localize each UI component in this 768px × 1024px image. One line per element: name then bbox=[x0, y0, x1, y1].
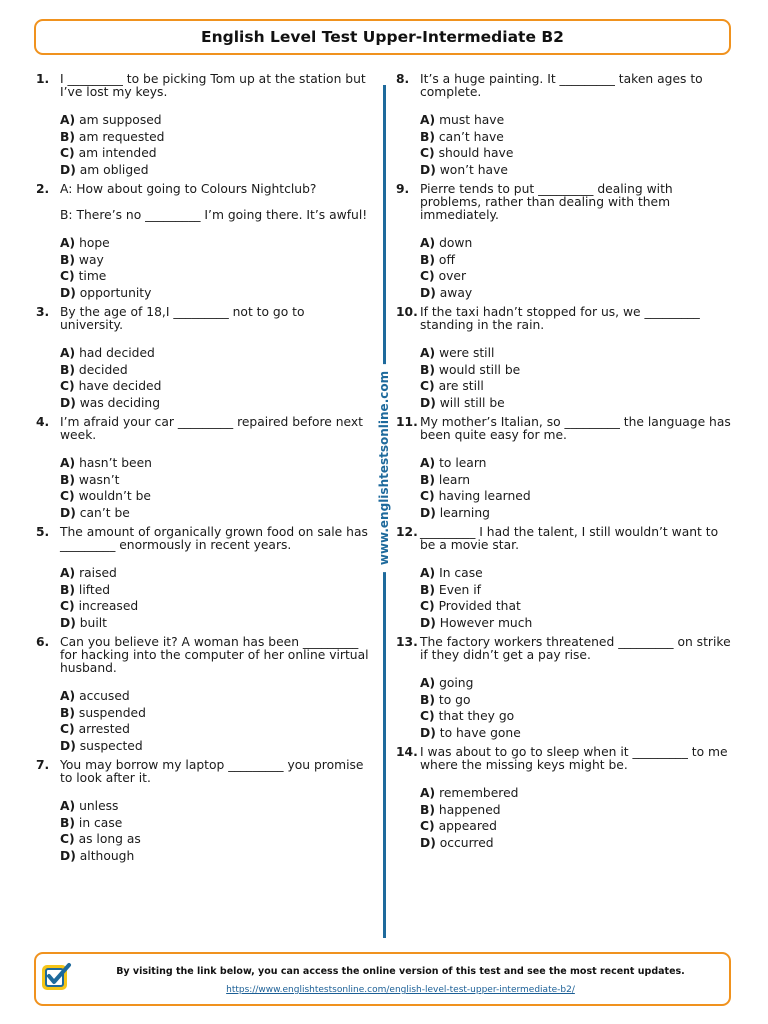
question-number: 6. bbox=[36, 635, 50, 649]
option-text: hope bbox=[79, 236, 110, 250]
option-text: wasn’t bbox=[78, 472, 120, 487]
answer-option bbox=[60, 688, 371, 705]
answer-option bbox=[420, 582, 736, 599]
answer-option bbox=[60, 582, 371, 599]
option-letter: A) bbox=[420, 113, 436, 127]
answer-options bbox=[420, 345, 736, 411]
question-item bbox=[396, 526, 736, 631]
option-text: am supposed bbox=[79, 113, 162, 127]
option-letter: A) bbox=[60, 236, 76, 250]
question-body bbox=[420, 746, 736, 851]
option-letter: D) bbox=[420, 505, 436, 520]
answer-option bbox=[420, 378, 736, 395]
option-letter: A) bbox=[60, 113, 76, 127]
option-text: in case bbox=[78, 815, 123, 830]
question-body bbox=[420, 636, 736, 741]
option-text: Provided that bbox=[438, 599, 521, 613]
option-text: can’t be bbox=[79, 505, 130, 520]
option-text: opportunity bbox=[79, 285, 152, 300]
option-text: wouldn’t be bbox=[78, 489, 151, 503]
question-body bbox=[60, 526, 371, 631]
question-item bbox=[36, 73, 371, 178]
question-number: 9. bbox=[396, 182, 410, 196]
option-letter: C) bbox=[420, 146, 435, 160]
answer-options bbox=[60, 565, 371, 631]
answer-option bbox=[60, 378, 371, 395]
question-body bbox=[60, 416, 371, 521]
option-text: as long as bbox=[78, 832, 141, 846]
question-body bbox=[420, 183, 736, 301]
question-item bbox=[396, 73, 736, 178]
option-letter: A) bbox=[60, 689, 76, 703]
option-text: are still bbox=[438, 379, 484, 393]
question-item bbox=[396, 306, 736, 411]
option-letter: D) bbox=[60, 615, 76, 630]
question-text: The amount of organically grown food on sale has _________ enormously in recent years. bbox=[60, 525, 368, 552]
option-letter: D) bbox=[420, 162, 436, 177]
option-text: was deciding bbox=[79, 395, 161, 410]
answer-option bbox=[60, 598, 371, 615]
question-text: I was about to go to sleep when it _________ to me where the missing keys might be. bbox=[420, 745, 728, 772]
option-text: happened bbox=[438, 802, 501, 817]
question-text: Pierre tends to put _________ dealing with problems, rather than dealing with them immediately. bbox=[420, 182, 673, 222]
option-text: accused bbox=[79, 689, 130, 703]
answer-options bbox=[420, 455, 736, 521]
question-item bbox=[396, 636, 736, 741]
answer-option bbox=[420, 268, 736, 285]
question-number: 1. bbox=[36, 72, 50, 86]
option-text: am obliged bbox=[79, 162, 149, 177]
option-letter: B) bbox=[60, 705, 75, 720]
footer-box bbox=[34, 952, 731, 1006]
answer-option bbox=[420, 395, 736, 412]
answer-option bbox=[420, 505, 736, 522]
option-text: unless bbox=[79, 799, 119, 813]
answer-options bbox=[420, 785, 736, 851]
answer-option bbox=[420, 345, 736, 362]
answer-option bbox=[60, 285, 371, 302]
answer-option bbox=[420, 615, 736, 632]
option-text: built bbox=[79, 615, 108, 630]
right-question-column bbox=[396, 73, 736, 856]
question-item bbox=[396, 416, 736, 521]
question-body bbox=[420, 306, 736, 411]
question-text: My mother’s Italian, so _________ the language has been quite easy for me. bbox=[420, 415, 731, 442]
question-item bbox=[396, 183, 736, 301]
option-text: over bbox=[438, 269, 466, 283]
question-item bbox=[36, 526, 371, 631]
answer-options bbox=[420, 675, 736, 741]
option-text: appeared bbox=[438, 819, 497, 833]
option-letter: C) bbox=[60, 599, 75, 613]
question-number: 5. bbox=[36, 525, 50, 539]
option-letter: C) bbox=[60, 722, 75, 736]
option-text: In case bbox=[439, 566, 483, 580]
option-text: arrested bbox=[78, 722, 130, 736]
question-number: 3. bbox=[36, 305, 50, 319]
vertical-site-url: www.englishtestsonline.com bbox=[375, 364, 393, 572]
option-letter: C) bbox=[420, 489, 435, 503]
question-text: You may borrow my laptop _________ you promise to look after it. bbox=[60, 758, 364, 785]
answer-option bbox=[420, 112, 736, 129]
question-item bbox=[396, 746, 736, 851]
answer-option bbox=[60, 705, 371, 722]
option-letter: B) bbox=[420, 472, 435, 487]
option-letter: D) bbox=[420, 835, 436, 850]
question-body bbox=[60, 636, 371, 754]
question-number: 4. bbox=[36, 415, 50, 429]
option-letter: B) bbox=[420, 362, 435, 377]
question-body bbox=[60, 183, 371, 301]
option-text: can’t have bbox=[438, 129, 504, 144]
option-letter: A) bbox=[60, 799, 76, 813]
option-text: should have bbox=[438, 146, 514, 160]
option-letter: D) bbox=[420, 615, 436, 630]
question-item bbox=[36, 306, 371, 411]
answer-option bbox=[420, 145, 736, 162]
answer-option bbox=[60, 268, 371, 285]
option-text: to go bbox=[438, 692, 471, 707]
question-body bbox=[420, 416, 736, 521]
question-item bbox=[36, 636, 371, 754]
answer-option bbox=[60, 505, 371, 522]
option-letter: D) bbox=[60, 738, 76, 753]
left-question-column bbox=[36, 73, 371, 869]
answer-option bbox=[420, 455, 736, 472]
answer-option bbox=[420, 488, 736, 505]
footer-note: By visiting the link below, you can access the online version of this test and see the most recent updates. bbox=[116, 966, 685, 977]
question-number: 2. bbox=[36, 182, 50, 196]
option-text: going bbox=[439, 676, 474, 690]
answer-option bbox=[420, 692, 736, 709]
option-letter: A) bbox=[60, 566, 76, 580]
answer-option bbox=[60, 235, 371, 252]
option-text: have decided bbox=[78, 379, 162, 393]
option-letter: A) bbox=[420, 346, 436, 360]
option-text: were still bbox=[439, 346, 495, 360]
option-text: raised bbox=[79, 566, 117, 580]
option-text: had decided bbox=[79, 346, 155, 360]
answer-option bbox=[60, 815, 371, 832]
option-letter: D) bbox=[420, 725, 436, 740]
option-text: Even if bbox=[438, 582, 481, 597]
option-text: down bbox=[439, 236, 473, 250]
option-text: won’t have bbox=[439, 162, 508, 177]
option-letter: C) bbox=[60, 146, 75, 160]
question-number: 7. bbox=[36, 758, 50, 772]
answer-option bbox=[60, 252, 371, 269]
question-body bbox=[60, 759, 371, 864]
answer-option bbox=[420, 362, 736, 379]
answer-option bbox=[60, 345, 371, 362]
option-text: will still be bbox=[439, 395, 505, 410]
option-text: must have bbox=[439, 113, 505, 127]
question-number: 10. bbox=[396, 305, 418, 319]
answer-option bbox=[60, 162, 371, 179]
answer-option bbox=[60, 721, 371, 738]
question-text: It’s a huge painting. It _________ taken ages to complete. bbox=[420, 72, 703, 99]
option-text: learning bbox=[439, 505, 490, 520]
answer-options bbox=[60, 345, 371, 411]
option-letter: D) bbox=[60, 395, 76, 410]
option-letter: A) bbox=[420, 236, 436, 250]
question-text: By the age of 18,I _________ not to go to university. bbox=[60, 305, 305, 332]
option-letter: A) bbox=[420, 456, 436, 470]
page-title: English Level Test Upper-Intermediate B2 bbox=[201, 28, 564, 46]
question-body bbox=[420, 526, 736, 631]
option-letter: A) bbox=[420, 786, 436, 800]
answer-options bbox=[60, 235, 371, 301]
question-text: _________ I had the talent, I still wouldn’t want to be a movie star. bbox=[420, 525, 719, 552]
option-letter: C) bbox=[420, 269, 435, 283]
answer-option bbox=[420, 235, 736, 252]
answer-options bbox=[60, 798, 371, 864]
option-text: to have gone bbox=[439, 725, 521, 740]
question-text: I _________ to be picking Tom up at the station but I’ve lost my keys. bbox=[60, 72, 366, 99]
option-text: suspected bbox=[79, 738, 143, 753]
answer-option bbox=[420, 129, 736, 146]
option-text: away bbox=[439, 285, 473, 300]
option-text: lifted bbox=[78, 582, 111, 597]
option-letter: D) bbox=[60, 285, 76, 300]
answer-options bbox=[60, 112, 371, 178]
option-letter: B) bbox=[60, 362, 75, 377]
option-text: However much bbox=[439, 615, 533, 630]
option-letter: D) bbox=[420, 285, 436, 300]
answer-option bbox=[420, 565, 736, 582]
checkbox-logo-icon bbox=[40, 961, 72, 993]
option-letter: D) bbox=[60, 162, 76, 177]
option-letter: C) bbox=[60, 269, 75, 283]
option-letter: C) bbox=[60, 379, 75, 393]
title-box bbox=[34, 19, 731, 55]
answer-option bbox=[60, 831, 371, 848]
answer-options bbox=[60, 688, 371, 754]
answer-option bbox=[420, 708, 736, 725]
question-number: 11. bbox=[396, 415, 418, 429]
option-text: hasn’t been bbox=[79, 456, 152, 470]
question-text: B: There’s no _________ I’m going there. It’s awful! bbox=[60, 208, 368, 222]
question-text: The factory workers threatened _________ on strike if they didn’t get a pay rise. bbox=[420, 635, 731, 662]
question-text: A: How about going to Colours Nightclub? bbox=[60, 182, 317, 196]
option-text: time bbox=[78, 269, 107, 283]
answer-option bbox=[420, 162, 736, 179]
option-text: having learned bbox=[438, 489, 531, 503]
answer-option bbox=[60, 738, 371, 755]
footer-text-block bbox=[76, 966, 725, 996]
question-item bbox=[36, 416, 371, 521]
option-letter: D) bbox=[60, 848, 76, 863]
option-letter: B) bbox=[60, 129, 75, 144]
footer-link[interactable]: https://www.englishtestsonline.com/english-level-test-upper-intermediate-b2/ bbox=[226, 985, 575, 995]
question-number: 12. bbox=[396, 525, 418, 539]
question-body bbox=[420, 73, 736, 178]
option-letter: B) bbox=[60, 582, 75, 597]
option-text: am intended bbox=[78, 146, 157, 160]
answer-option bbox=[420, 675, 736, 692]
option-text: occurred bbox=[439, 835, 494, 850]
option-letter: B) bbox=[420, 582, 435, 597]
option-text: would still be bbox=[438, 362, 521, 377]
answer-option bbox=[420, 802, 736, 819]
question-number: 13. bbox=[396, 635, 418, 649]
answer-option bbox=[60, 565, 371, 582]
question-item bbox=[36, 183, 371, 301]
option-letter: A) bbox=[420, 566, 436, 580]
question-body bbox=[60, 306, 371, 411]
answer-option bbox=[420, 785, 736, 802]
question-item bbox=[36, 759, 371, 864]
answer-options bbox=[420, 565, 736, 631]
answer-option bbox=[60, 362, 371, 379]
answer-option bbox=[420, 285, 736, 302]
question-number: 8. bbox=[396, 72, 410, 86]
option-text: learn bbox=[438, 472, 471, 487]
option-text: increased bbox=[78, 599, 139, 613]
answer-option bbox=[60, 615, 371, 632]
question-text: I’m afraid your car _________ repaired before next week. bbox=[60, 415, 363, 442]
answer-option bbox=[420, 598, 736, 615]
answer-option bbox=[420, 725, 736, 742]
option-letter: C) bbox=[420, 819, 435, 833]
question-number: 14. bbox=[396, 745, 418, 759]
answer-option bbox=[60, 129, 371, 146]
answer-option bbox=[60, 848, 371, 865]
option-letter: C) bbox=[60, 832, 75, 846]
option-letter: B) bbox=[60, 252, 75, 267]
answer-option bbox=[420, 818, 736, 835]
option-letter: C) bbox=[420, 709, 435, 723]
option-text: suspended bbox=[78, 705, 146, 720]
answer-option bbox=[420, 252, 736, 269]
option-letter: A) bbox=[60, 456, 76, 470]
answer-options bbox=[420, 112, 736, 178]
option-letter: C) bbox=[420, 379, 435, 393]
option-letter: D) bbox=[420, 395, 436, 410]
question-text: Can you believe it? A woman has been _________ for hacking into the computer of her online virtual husband. bbox=[60, 635, 369, 675]
answer-option bbox=[420, 472, 736, 489]
answer-option bbox=[60, 455, 371, 472]
answer-option bbox=[60, 395, 371, 412]
option-letter: B) bbox=[420, 692, 435, 707]
option-text: although bbox=[79, 848, 135, 863]
option-text: am requested bbox=[78, 129, 165, 144]
option-letter: C) bbox=[60, 489, 75, 503]
option-text: that they go bbox=[438, 709, 515, 723]
answer-option bbox=[420, 835, 736, 852]
answer-option bbox=[60, 488, 371, 505]
option-letter: A) bbox=[60, 346, 76, 360]
option-letter: B) bbox=[420, 252, 435, 267]
answer-option bbox=[60, 112, 371, 129]
option-text: off bbox=[438, 252, 455, 267]
answer-option bbox=[60, 798, 371, 815]
option-letter: D) bbox=[60, 505, 76, 520]
answer-option bbox=[60, 145, 371, 162]
option-text: way bbox=[78, 252, 104, 267]
option-letter: B) bbox=[420, 802, 435, 817]
answer-options bbox=[420, 235, 736, 301]
option-letter: A) bbox=[420, 676, 436, 690]
answer-options bbox=[60, 455, 371, 521]
question-body bbox=[60, 73, 371, 178]
question-text: If the taxi hadn’t stopped for us, we _________ standing in the rain. bbox=[420, 305, 700, 332]
option-text: remembered bbox=[439, 786, 519, 800]
option-text: decided bbox=[78, 362, 128, 377]
option-letter: C) bbox=[420, 599, 435, 613]
option-letter: B) bbox=[420, 129, 435, 144]
option-letter: B) bbox=[60, 815, 75, 830]
answer-option bbox=[60, 472, 371, 489]
option-text: to learn bbox=[439, 456, 487, 470]
option-letter: B) bbox=[60, 472, 75, 487]
